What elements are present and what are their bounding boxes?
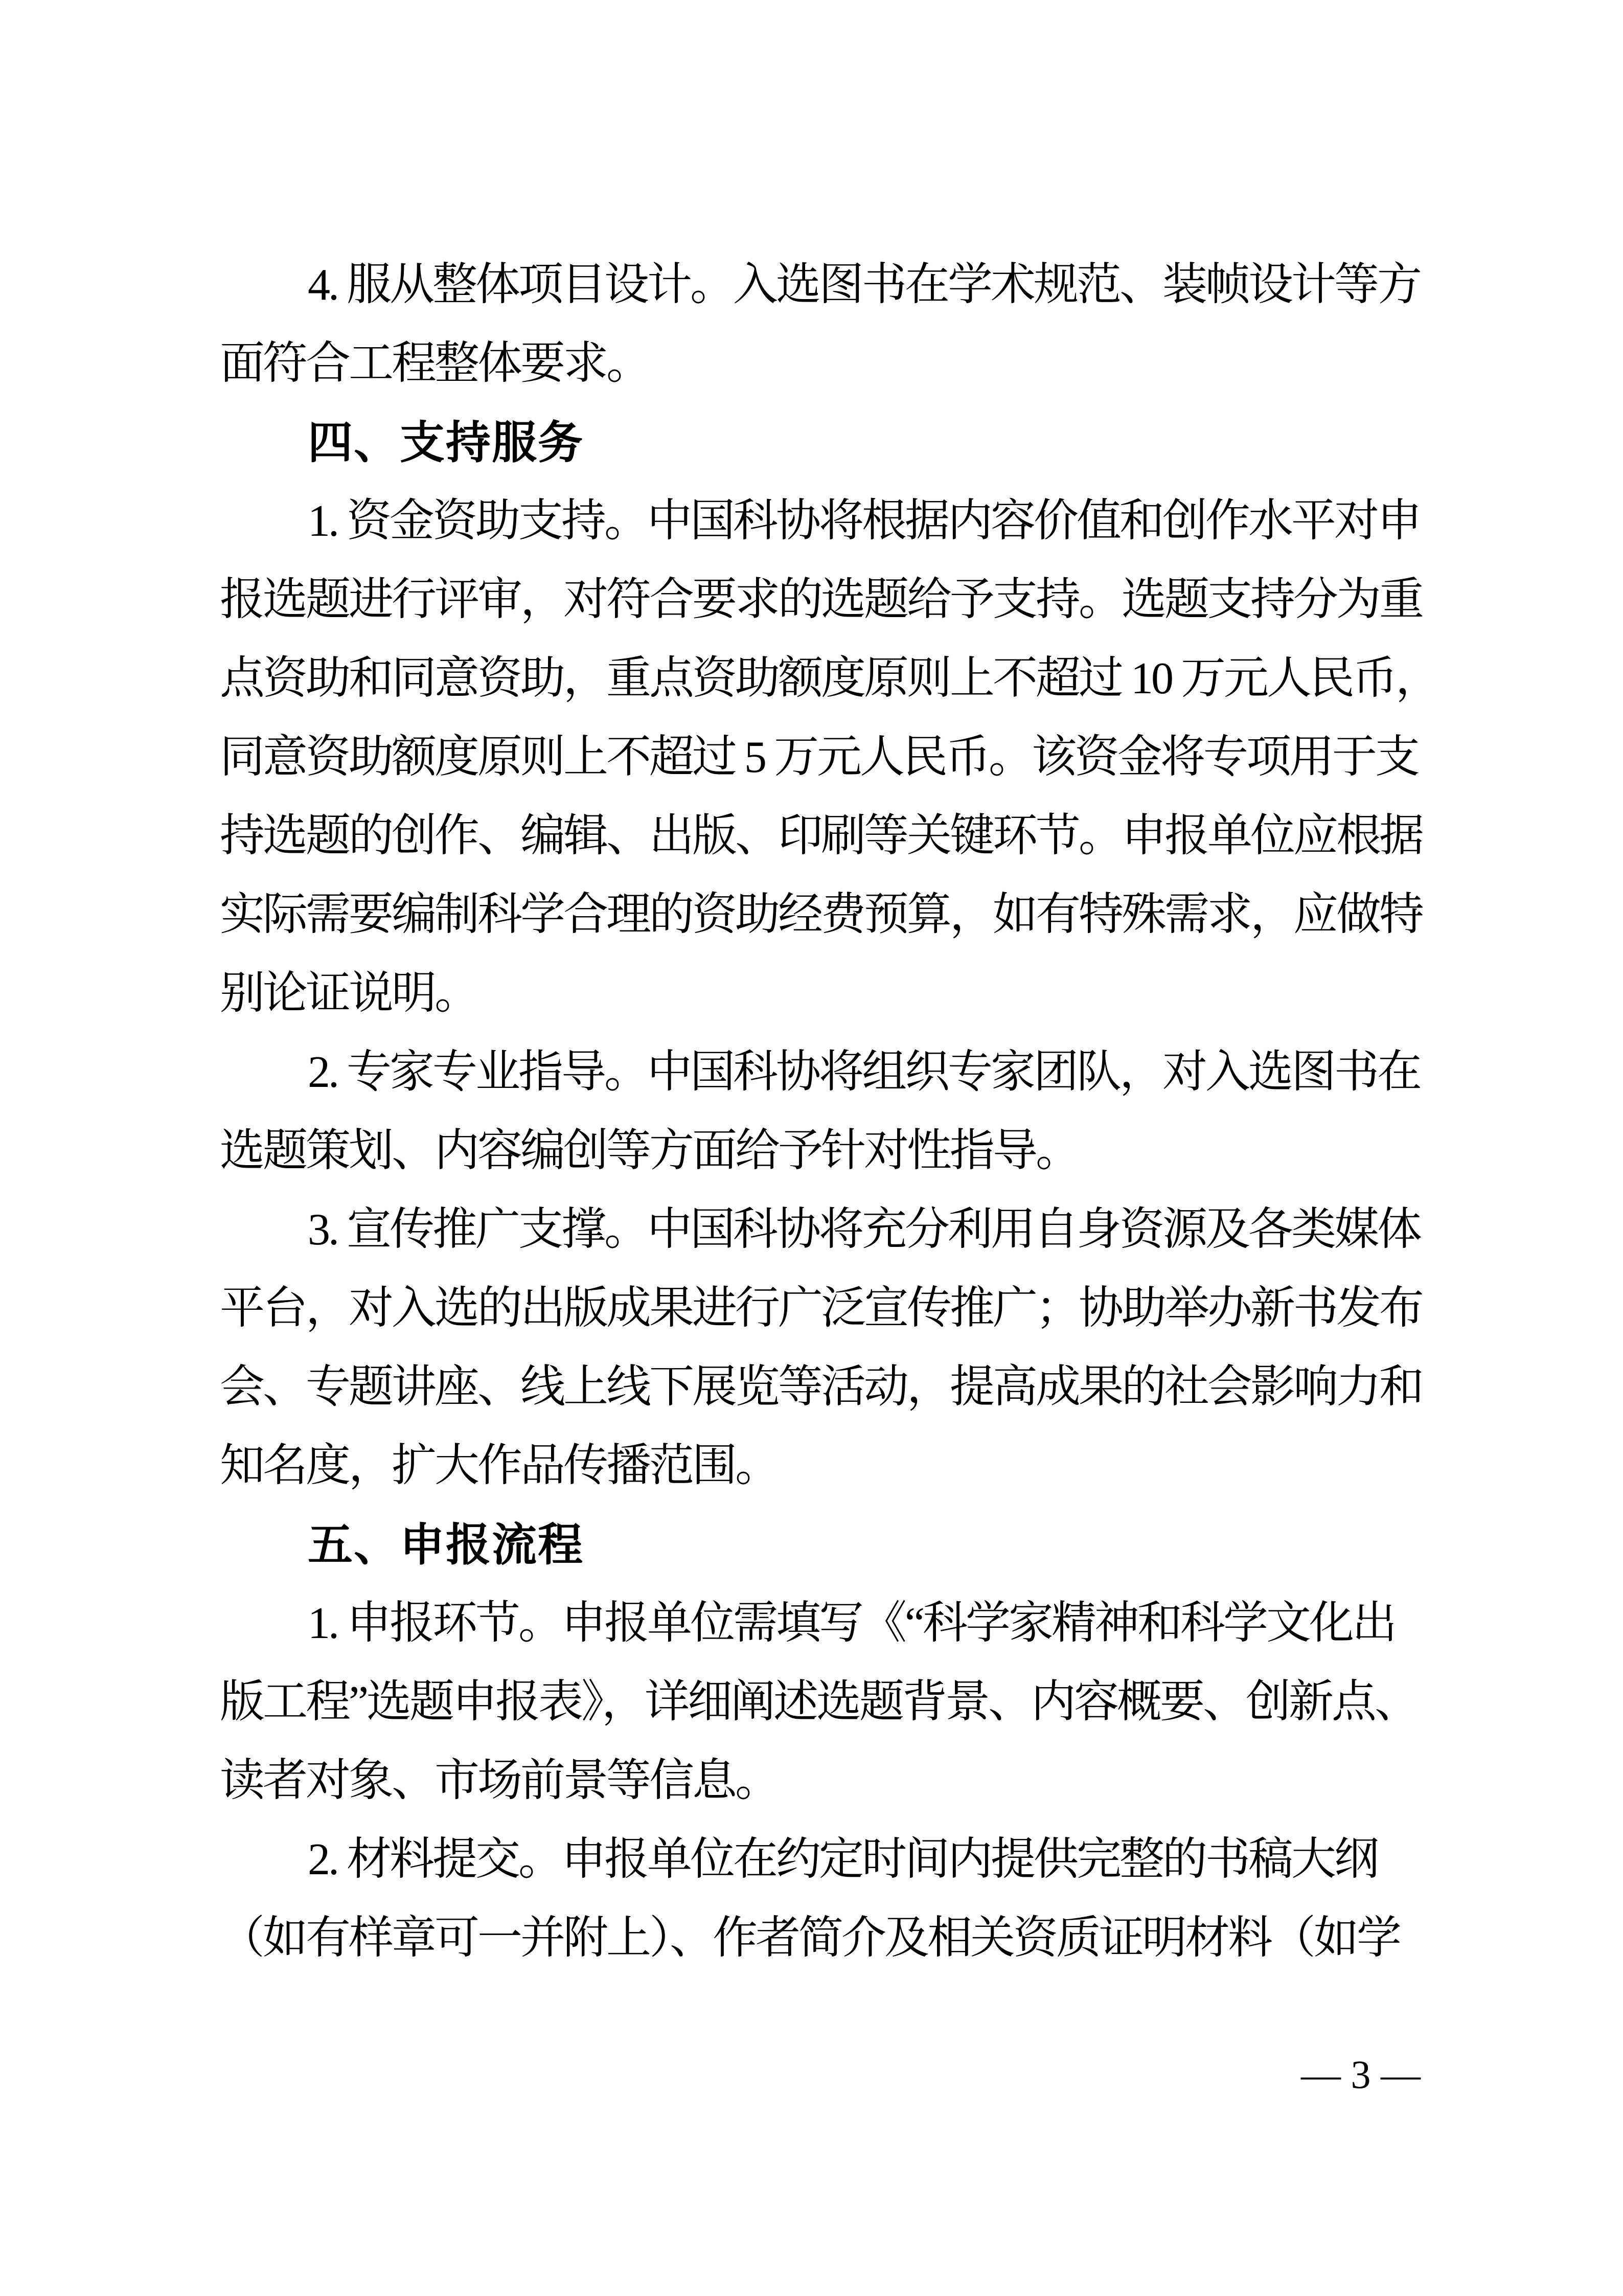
text-line: 读者对象、市场前景等信息。 — [220, 1756, 779, 1806]
text-line: 报选题进行评审，对符合要求的选题给予支持。选题支持分为重 — [220, 575, 1423, 625]
text-line: 知名度，扩大作品传播范围。 — [220, 1441, 779, 1491]
text-line: 实际需要编制科学合理的资助经费预算，如有特殊需求，应做特 — [220, 890, 1423, 940]
document-text-block — [220, 246, 1439, 1978]
page-number: — 3 — — [1301, 2052, 1421, 2097]
text-line: 版工程”选题申报表》，详细阐述选题背景、内容概要、创新点、 — [220, 1677, 1418, 1727]
text-line: 1. 申报环节。申报单位需填写《“科学家精神和科学文化出 — [308, 1599, 1396, 1648]
text-line: 同意资助额度原则上不超过 5 万元人民币。该资金将专项用于支 — [220, 733, 1419, 782]
text-line: （如有样章可一并附上）、作者简介及相关资质证明材料（如学 — [220, 1914, 1400, 1963]
text-line: 会、专题讲座、线上线下展览等活动，提高成果的社会影响力和 — [220, 1362, 1423, 1412]
text-line: 平台，对入选的出版成果进行广泛宣传推广；协助举办新书发布 — [220, 1284, 1423, 1333]
text-line: 4. 服从整体项目设计。入选图书在学术规范、装帧设计等方 — [308, 260, 1421, 310]
text-line: 选题策划、内容编创等方面给予针对性指导。 — [220, 1126, 1079, 1176]
text-line: 1. 资金资助支持。中国科协将根据内容价值和创作水平对申 — [308, 496, 1421, 546]
text-line: 点资助和同意资助，重点资助额度原则上不超过 10 万元人民币， — [220, 654, 1439, 703]
text-line: 别论证说明。 — [220, 969, 478, 1018]
text-line: 2. 材料提交。申报单位在约定时间内提供完整的书稿大纲 — [308, 1835, 1378, 1884]
text-line: 3. 宣传推广支撑。中国科协将充分利用自身资源及各类媒体 — [308, 1205, 1421, 1255]
text-line: 2. 专家专业指导。中国科协将组织专家团队，对入选图书在 — [308, 1048, 1421, 1097]
text-line: 持选题的创作、编辑、出版、印刷等关键环节。申报单位应根据 — [220, 811, 1423, 861]
section-heading-4: 四、支持服务 — [308, 417, 584, 468]
text-line: 面符合工程整体要求。 — [220, 339, 650, 389]
section-heading-5: 五、申报流程 — [308, 1519, 584, 1570]
